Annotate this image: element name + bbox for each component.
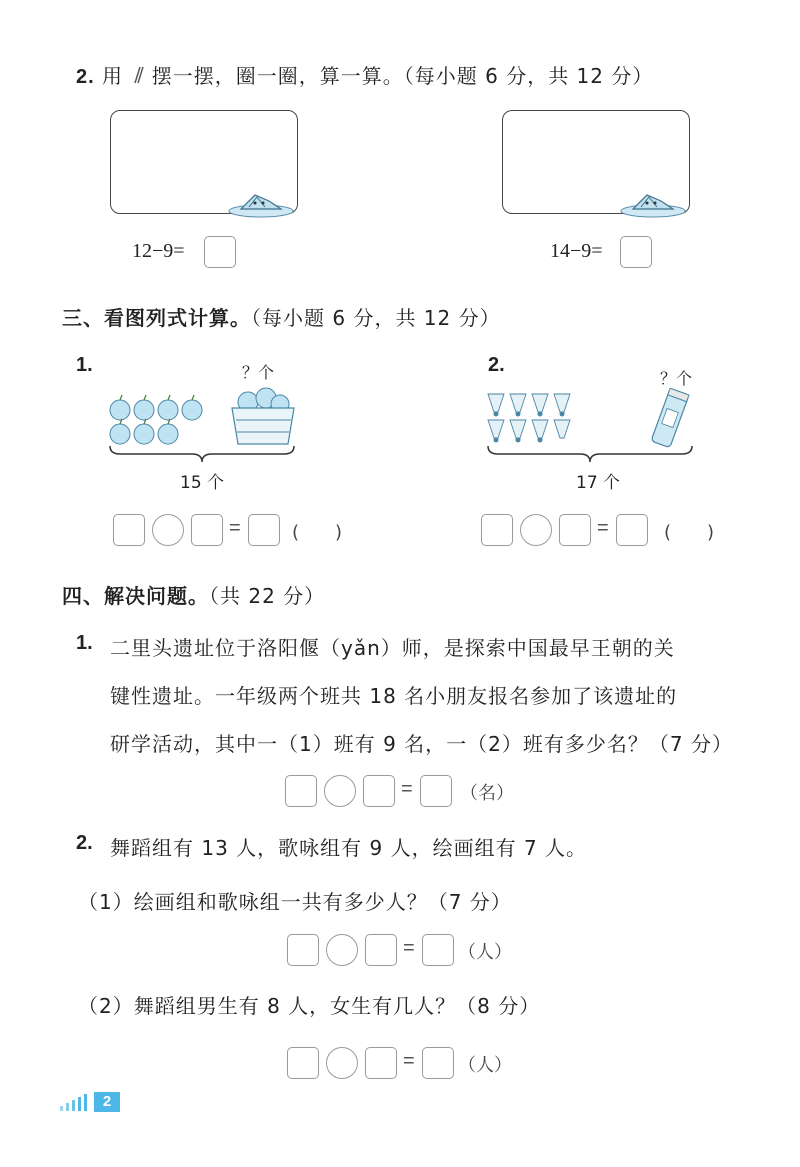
page-marker-bars-icon	[58, 1092, 94, 1112]
sec3-p2-number: 2.	[488, 354, 505, 376]
sec4-p2-unit2: （人）	[458, 1055, 512, 1076]
sec3-p2-box-result[interactable]	[616, 514, 648, 546]
equals-sign: =	[597, 517, 609, 539]
right-expression: 14−9=	[550, 240, 603, 262]
zongzi-icon	[225, 187, 295, 221]
drawing-area-right[interactable]	[502, 110, 690, 214]
sec4-p1-line2: 键性遗址。一年级两个班共 18 名小朋友报名参加了该遗址的	[110, 684, 678, 708]
sec4-p1-unit: （名）	[460, 783, 514, 804]
sec3-p1-operator[interactable]	[152, 514, 184, 546]
sec4-p2-sub1-box-a[interactable]	[287, 934, 319, 966]
sec3-p2-unit[interactable]: ( )	[664, 522, 715, 543]
sec3-p1-question: ？个	[242, 363, 275, 382]
sec4-p1-box-result[interactable]	[420, 775, 452, 807]
sec3-p1-box-b[interactable]	[191, 514, 223, 546]
sec4-p2-unit1: （人）	[458, 942, 512, 963]
sec4-p2-sub2: （2）舞蹈组男生有 8 人，女生有几人？（8 分）	[78, 994, 541, 1018]
sec4-p1-operator[interactable]	[324, 775, 356, 807]
sec4-p1-line1: 二里头遗址位于洛阳偃（yǎn）师，是探索中国最早王朝的关	[110, 636, 675, 660]
sec3-p2-box-a[interactable]	[481, 514, 513, 546]
sec4-p2-sub2-box-a[interactable]	[287, 1047, 319, 1079]
sec4-p2-sub2-box-b[interactable]	[365, 1047, 397, 1079]
brace-2	[486, 444, 694, 464]
sec4-p2-sub1-box-result[interactable]	[422, 934, 454, 966]
answer-box-left[interactable]	[204, 236, 236, 268]
zongzi-icon	[617, 187, 687, 221]
sec4-p2-sub2-operator[interactable]	[326, 1047, 358, 1079]
section3-title: 三、看图列式计算。（每小题 6 分，共 12 分）	[62, 306, 501, 330]
brace-1	[108, 444, 296, 464]
sec4-p2-sub1-operator[interactable]	[326, 934, 358, 966]
q2-header: 2. 用 摆一摆，圈一圈，算一算。（每小题 6 分，共 12 分）	[76, 64, 654, 88]
equals-sign: =	[403, 937, 415, 959]
sec4-p1-box-b[interactable]	[363, 775, 395, 807]
drawing-area-left[interactable]	[110, 110, 298, 214]
equals-sign: =	[229, 517, 241, 539]
basket-icon	[232, 388, 294, 444]
sec4-p2-sub1-box-b[interactable]	[365, 934, 397, 966]
sec4-p2-sub2-box-result[interactable]	[422, 1047, 454, 1079]
sec4-p1-number: 1.	[76, 632, 93, 654]
sec4-p1-box-a[interactable]	[285, 775, 317, 807]
sec3-p2-question: ？个	[660, 369, 693, 388]
sec3-p1-number: 1.	[76, 354, 93, 376]
sec4-p2-number: 2.	[76, 832, 93, 854]
sec3-p1-unit[interactable]: ( )	[292, 522, 343, 543]
shuttlecock-tube-icon	[651, 388, 689, 447]
equals-sign: =	[403, 1050, 415, 1072]
sec3-p1-total: 15 个	[180, 473, 225, 493]
sec3-p2-total: 17 个	[576, 473, 621, 493]
section4-title: 四、解决问题。（共 22 分）	[62, 584, 326, 608]
left-expression: 12−9=	[132, 240, 185, 262]
shuttlecocks-illustration	[484, 388, 694, 450]
sec3-p1-box-a[interactable]	[113, 514, 145, 546]
sec4-p2-sub1: （1）绘画组和歌咏组一共有多少人？（7 分）	[78, 890, 512, 914]
sec3-p1-box-result[interactable]	[248, 514, 280, 546]
sec4-p2-intro: 舞蹈组有 13 人，歌咏组有 9 人，绘画组有 7 人。	[110, 836, 588, 860]
sec3-p2-box-b[interactable]	[559, 514, 591, 546]
page-number: 2	[94, 1092, 120, 1112]
answer-box-right[interactable]	[620, 236, 652, 268]
sec4-p1-line3: 研学活动，其中一（1）班有 9 名，一（2）班有多少名？（7 分）	[110, 732, 733, 756]
stick-icon	[130, 65, 144, 85]
equals-sign: =	[401, 778, 413, 800]
sec3-p2-operator[interactable]	[520, 514, 552, 546]
